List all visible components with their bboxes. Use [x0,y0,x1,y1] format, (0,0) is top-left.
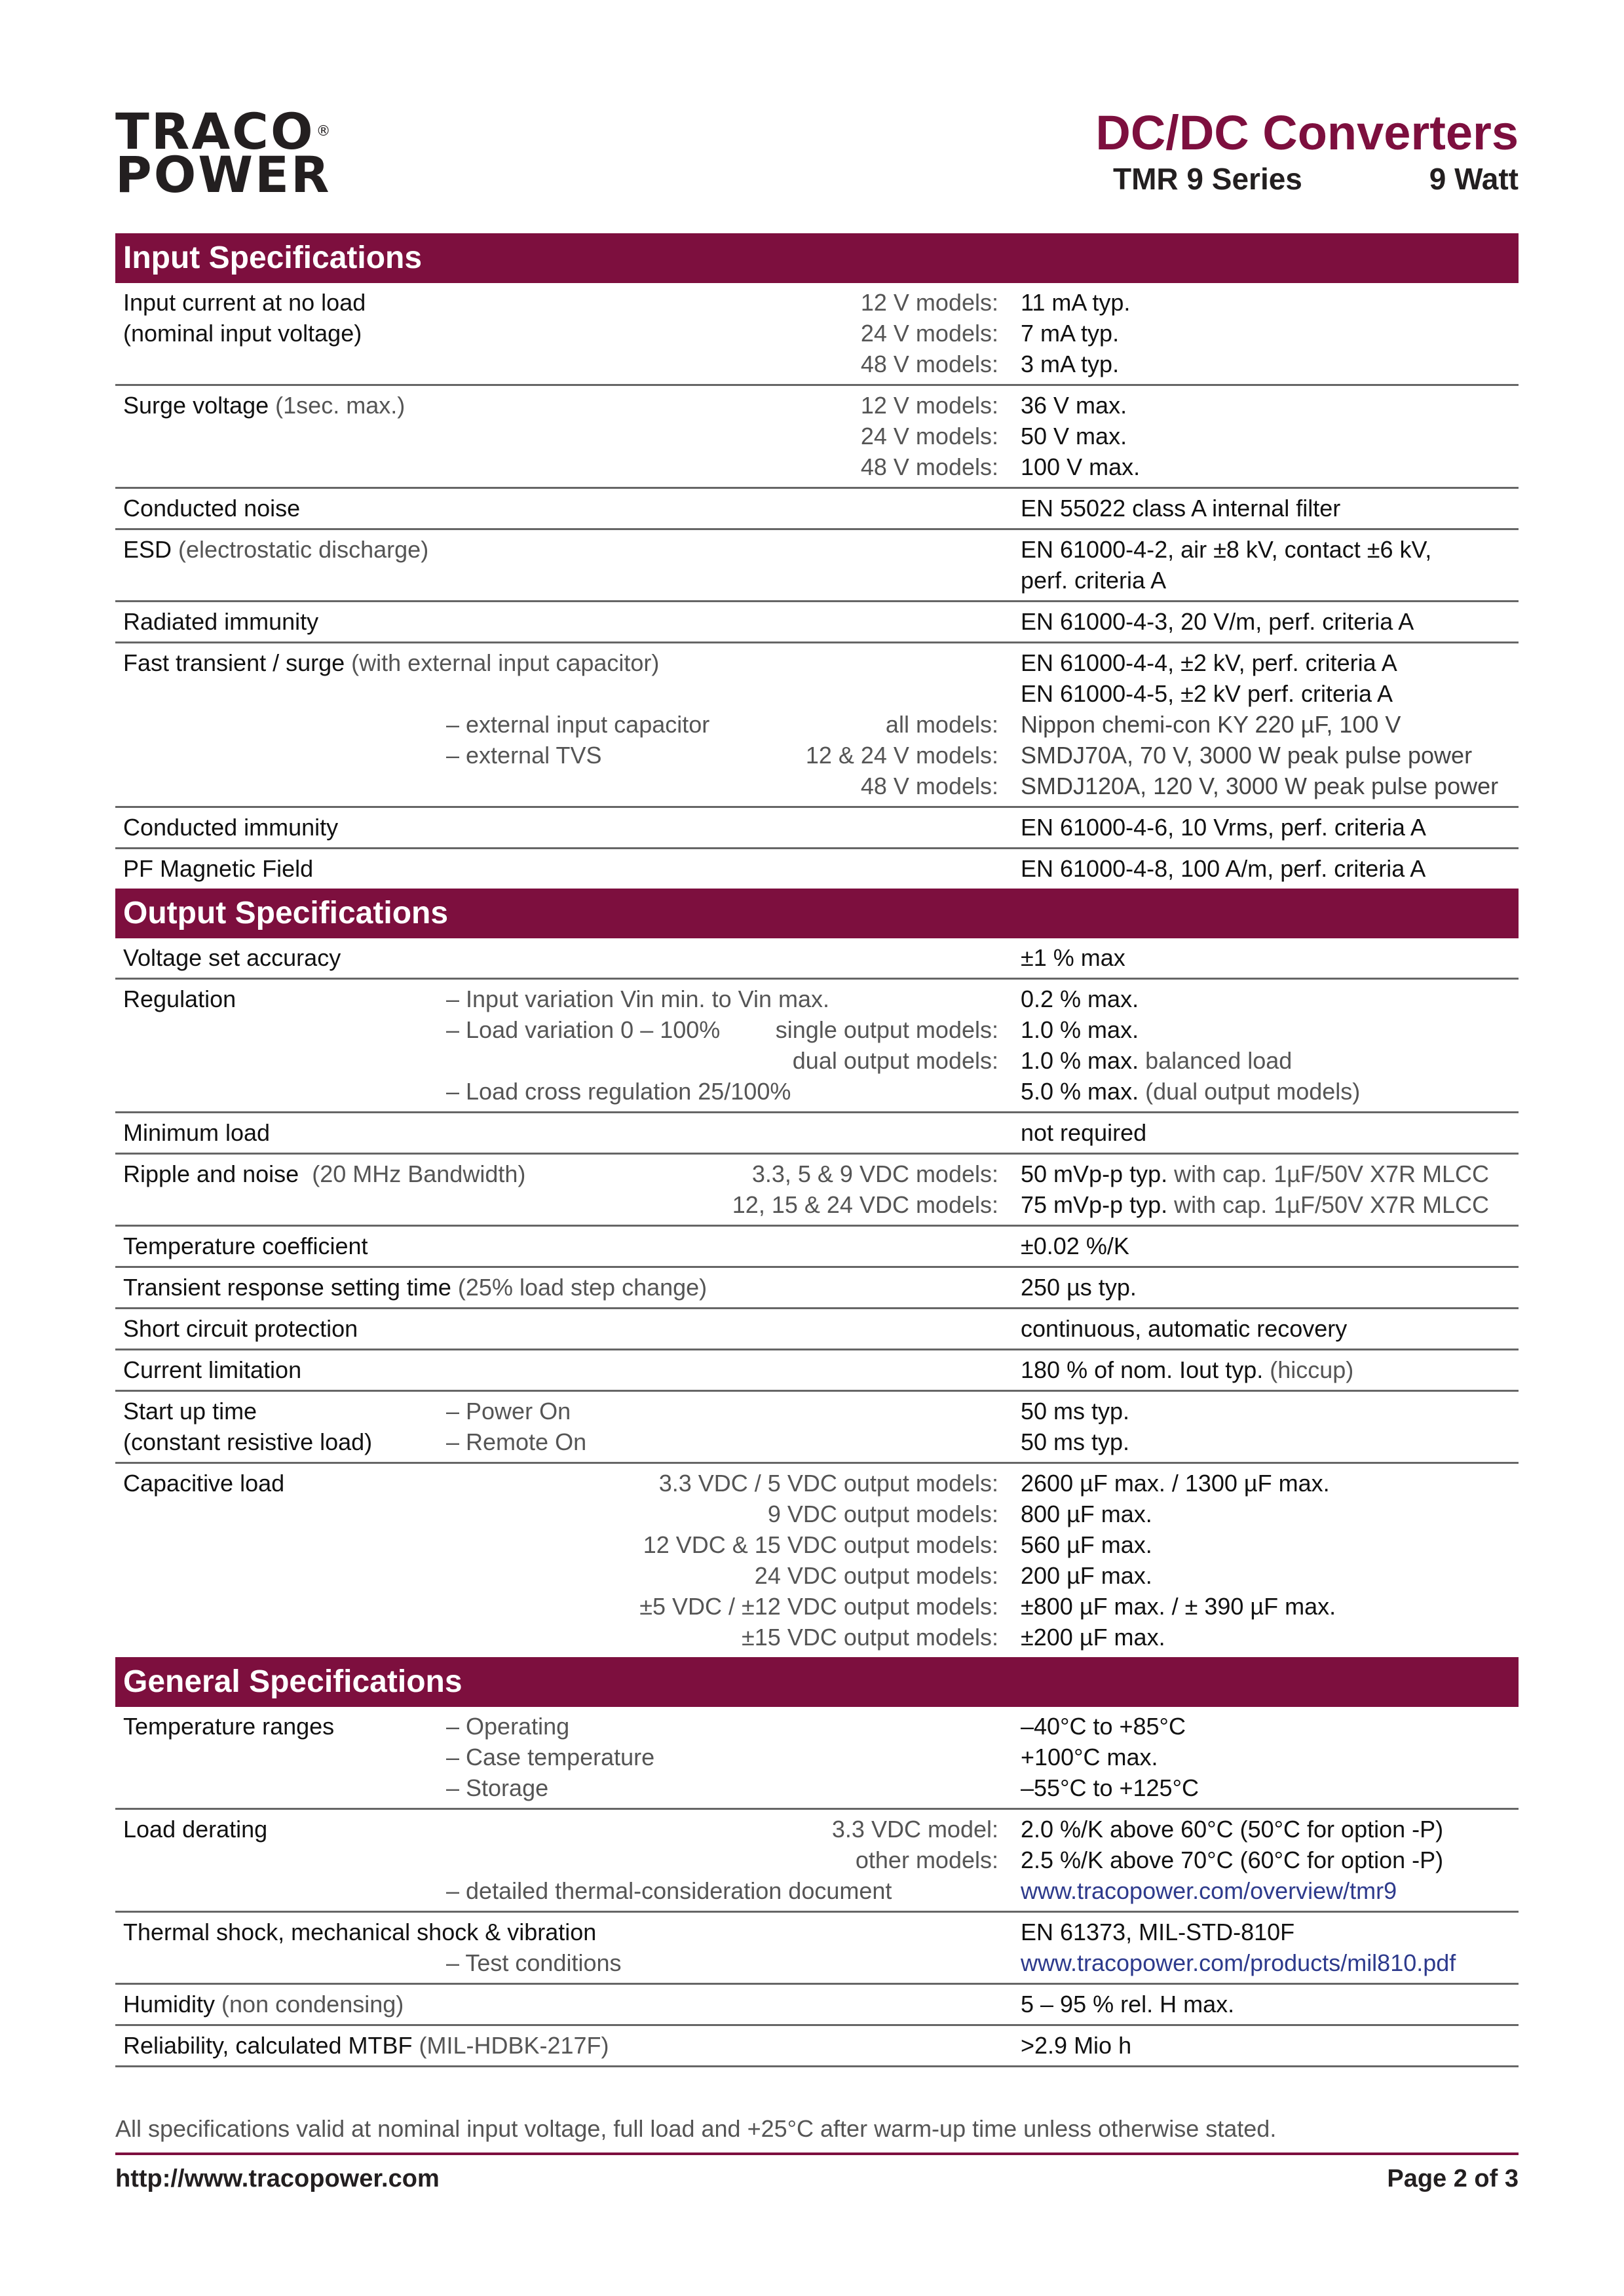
logo-line2: POWER [115,145,331,204]
param-label: Transient response setting time [123,1274,451,1301]
spec-value: 800 µF max. [1021,1501,1152,1527]
spec-row [115,1155,1519,1227]
spec-value: 180 % of nom. Iout typ. [1021,1356,1264,1383]
model-label: 3.3, 5 & 9 VDC models: [751,1160,998,1187]
spec-row [115,1810,1519,1913]
param-desc: (electrostatic discharge) [178,536,429,563]
spec-value: 2.0 %/K above 60°C (50°C for option -P) [1021,1816,1444,1843]
param-label: Input current at no load [123,289,366,316]
page-title: DC/DC Converters [1095,105,1519,160]
spec-note: balanced load [1145,1047,1293,1074]
spec-row [115,980,1519,1113]
spec-value: 200 µF max. [1021,1562,1152,1589]
model-label: ±15 VDC output models: [742,1624,998,1651]
spec-value: 5 – 95 % rel. H max. [1021,1991,1235,2018]
param-label: Temperature coefficient [123,1233,368,1259]
test-conditions-link[interactable]: www.tracopower.com/products/mil810.pdf [1021,1949,1456,1976]
param-desc: (with external input capacitor) [351,649,660,676]
sub-label: – Operating [446,1713,570,1740]
page-number: Page 2 of 3 [1387,2165,1519,2192]
spec-value: ±200 µF max. [1021,1624,1165,1651]
spec-row [115,643,1519,808]
param-label: Reliability, calculated MTBF [123,2032,413,2059]
spec-value: 75 mVp-p typ. [1021,1191,1168,1218]
spec-value: 50 ms typ. [1021,1428,1130,1455]
spec-value: ±1 % max [1021,944,1125,971]
spec-value: 50 mVp-p typ. [1021,1160,1168,1187]
spec-value: EN 61000-4-2, air ±8 kV, contact ±6 kV, [1021,536,1432,563]
model-label: 3.3 VDC model: [831,1816,998,1843]
param-label: ESD [123,536,172,563]
spec-row [115,530,1519,602]
sub-label: – Case temperature [446,1744,655,1770]
spec-row [115,1309,1519,1350]
param-desc: (MIL-HDBK-217F) [419,2032,609,2059]
spec-value: ±0.02 %/K [1021,1233,1129,1259]
sub-label: – Storage [446,1774,549,1801]
spec-row [115,602,1519,643]
spec-value: 100 V max. [1021,453,1141,480]
param-label: Regulation [123,985,236,1012]
sub-label: – Test conditions [446,1949,622,1976]
model-label: 3.3 VDC / 5 VDC output models: [658,1470,998,1497]
spec-row [115,489,1519,530]
param-desc: (1sec. max.) [275,392,406,419]
model-label: 48 V models: [860,351,998,377]
param-desc: (25% load step change) [457,1274,708,1301]
param-label: Minimum load [123,1119,271,1146]
spec-row [115,1392,1519,1464]
spec-value: –40°C to +85°C [1021,1713,1186,1740]
model-label: 24 V models: [860,423,998,450]
param-label: Ripple and noise [123,1160,299,1187]
spec-value: EN 61000-4-3, 20 V/m, perf. criteria A [1021,608,1414,635]
sub-label: – Power On [446,1398,571,1425]
spec-value: 560 µF max. [1021,1531,1152,1558]
spec-value: continuous, automatic recovery [1021,1315,1348,1342]
input-section-heading: Input Specifications [115,233,1519,283]
model-label: 12 VDC & 15 VDC output models: [643,1531,998,1558]
spec-value: 2600 µF max. / 1300 µF max. [1021,1470,1330,1497]
thermal-document-link[interactable]: www.tracopower.com/overview/tmr9 [1021,1877,1397,1904]
sub-label: – Load cross regulation 25/100% [446,1078,791,1105]
spec-value: not required [1021,1119,1147,1146]
spec-row [115,1913,1519,1985]
spec-value: EN 61000-4-4, ±2 kV, perf. criteria A [1021,649,1397,676]
spec-value: perf. criteria A [1021,567,1167,594]
param-label: PF Magnetic Field [123,855,314,882]
model-label: dual output models: [792,1047,998,1074]
sub-label: – Remote On [446,1428,587,1455]
param-label: Conducted noise [123,495,301,522]
model-label: 12, 15 & 24 VDC models: [732,1191,998,1218]
param-desc: (20 MHz Bandwidth) [312,1160,526,1187]
spec-row [115,1464,1519,1657]
spec-value: 36 V max. [1021,392,1127,419]
spec-value: EN 61000-4-6, 10 Vrms, perf. criteria A [1021,814,1426,841]
spec-row [115,808,1519,849]
power-rating: 9 Watt [1429,162,1519,196]
param-desc: (nominal input voltage) [123,320,362,347]
footnote: All specifications valid at nominal input voltage, full load and +25°C after warm-up time unless otherwise stated. [115,2115,1277,2142]
model-label: 12 V models: [860,392,998,419]
spec-value: 50 ms typ. [1021,1398,1130,1425]
param-label: Current limitation [123,1356,302,1383]
param-label: Thermal shock, mechanical shock & vibration [123,1919,597,1945]
spec-value: EN 61000-4-5, ±2 kV perf. criteria A [1021,680,1393,707]
spec-value: 3 mA typ. [1021,351,1120,377]
spec-value: EN 55022 class A internal filter [1021,495,1341,522]
param-label: Load derating [123,1816,268,1843]
registered-mark: ® [316,123,333,140]
logo-line1: TRACO [115,102,315,161]
sub-label: – detailed thermal-consideration document [446,1877,892,1904]
spec-value: 250 µs typ. [1021,1274,1137,1301]
param-label: Fast transient / surge [123,649,345,676]
spec-value: SMDJ120A, 120 V, 3000 W peak pulse power [1021,773,1499,799]
sub-label: – Load variation 0 – 100% [446,1016,721,1043]
spec-row [115,1268,1519,1309]
model-label: all models: [885,711,998,738]
model-label: 48 V models: [860,773,998,799]
spec-value: SMDJ70A, 70 V, 3000 W peak pulse power [1021,742,1473,769]
footer-divider [115,2152,1519,2155]
traco-power-logo [115,102,333,204]
spec-row [115,1113,1519,1155]
footer-url-link[interactable]: http://www.tracopower.com [115,2165,440,2192]
model-label: 9 VDC output models: [767,1501,998,1527]
param-label: Start up time [123,1398,257,1425]
sub-label: – external TVS [446,742,602,769]
model-label: 48 V models: [860,453,998,480]
spec-value: 50 V max. [1021,423,1127,450]
model-label: 12 V models: [860,289,998,316]
param-label: Temperature ranges [123,1713,335,1740]
spec-row [115,938,1519,980]
spec-value: 1.0 % max. [1021,1016,1139,1043]
spec-row [115,1350,1519,1392]
param-label: Short circuit protection [123,1315,358,1342]
spec-table [115,233,1519,2067]
spec-value: >2.9 Mio h [1021,2032,1132,2059]
spec-value: 11 mA typ. [1021,289,1131,316]
spec-value: 1.0 % max. [1021,1047,1139,1074]
param-label: Surge voltage [123,392,269,419]
model-label: 12 & 24 V models: [805,742,998,769]
spec-value: ±800 µF max. / ± 390 µF max. [1021,1593,1336,1620]
param-desc: (constant resistive load) [123,1428,373,1455]
model-label: single output models: [775,1016,998,1043]
spec-note: with cap. 1µF/50V X7R MLCC [1174,1191,1490,1218]
param-label: Radiated immunity [123,608,319,635]
spec-value: 2.5 %/K above 70°C (60°C for option -P) [1021,1846,1444,1873]
general-section-heading: General Specifications [115,1657,1519,1707]
param-label: Humidity [123,1991,216,2018]
spec-value: Nippon chemi-con KY 220 µF, 100 V [1021,711,1401,738]
spec-note: (dual output models) [1145,1078,1361,1105]
spec-row [115,386,1519,489]
model-label: other models: [855,1846,998,1873]
spec-value: 0.2 % max. [1021,985,1139,1012]
spec-row [115,849,1519,889]
model-label: ±5 VDC / ±12 VDC output models: [639,1593,998,1620]
series-name: TMR 9 Series [1113,162,1302,196]
param-label: Capacitive load [123,1470,285,1497]
spec-row [115,2026,1519,2067]
model-label: 24 V models: [860,320,998,347]
param-label: Conducted immunity [123,814,339,841]
spec-value: 5.0 % max. [1021,1078,1139,1105]
spec-value: +100°C max. [1021,1744,1158,1770]
sub-label: – external input capacitor [446,711,710,738]
spec-value: –55°C to +125°C [1021,1774,1199,1801]
spec-row [115,283,1519,386]
spec-note: with cap. 1µF/50V X7R MLCC [1174,1160,1490,1187]
spec-row [115,1985,1519,2026]
output-section-heading: Output Specifications [115,889,1519,938]
spec-row [115,1227,1519,1268]
spec-value: EN 61000-4-8, 100 A/m, perf. criteria A [1021,855,1426,882]
sub-label: – Input variation Vin min. to Vin max. [446,985,829,1012]
spec-note: (hiccup) [1270,1356,1354,1383]
model-label: 24 VDC output models: [754,1562,998,1589]
param-desc: (non condensing) [221,1991,404,2018]
spec-value: EN 61373, MIL-STD-810F [1021,1919,1295,1945]
param-label: Voltage set accuracy [123,944,341,971]
spec-value: 7 mA typ. [1021,320,1120,347]
spec-row [115,1707,1519,1810]
